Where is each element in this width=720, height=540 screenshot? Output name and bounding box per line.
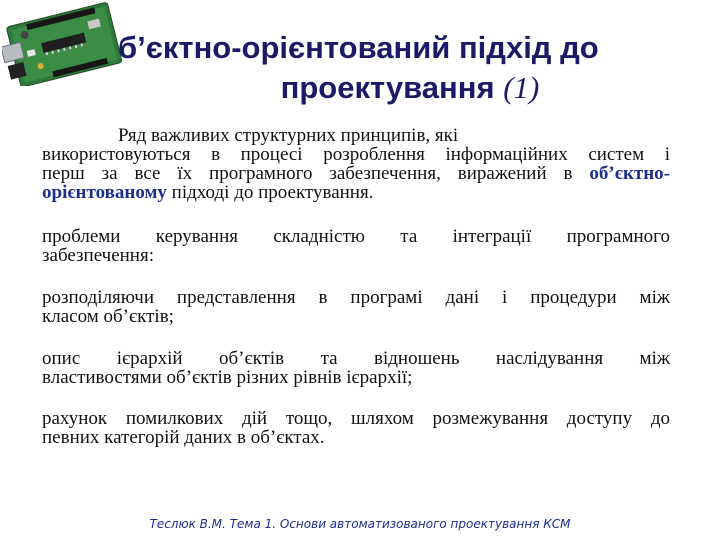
intro-paragraph [42,126,670,202]
footer-topic: Тема 1. [229,517,277,531]
footer-subject: Основи автоматизованого проектування КСМ [279,517,571,531]
intro-line-2: використовуються в процесі розроблення інформаційних систем і [42,144,670,165]
list-item [42,288,670,326]
item-4-line-2: певних категорій даних в об’єктах. [42,427,325,448]
footer-author: Теслюк В.М. [149,517,226,531]
intro-line-3 [42,164,670,183]
slide-footer [0,517,720,531]
item-2-line-2: класом об’єктів; [42,306,174,327]
item-4-line-1: рахунок помилкових дій тощо, шляхом розмежування доступу до [42,408,670,429]
title-line-2 [0,68,720,108]
title-number: (1) [503,70,540,105]
intro-line-1: Ряд важливих структурних принципів, які [118,125,459,146]
item-3-line-1: опис ієрархій об’єктів та відношень наслідування між [42,348,670,369]
intro-line-4-text: підході до проектування. [171,182,374,203]
list-item [42,349,670,387]
title-word: проектування [280,70,495,105]
list-item [42,409,670,447]
intro-line-3-text: перш за все їх програмного забезпечення, виражений в [42,163,573,184]
item-3-line-2: властивостями об’єктів різних рівнів ієрархії; [42,367,413,388]
intro-line-4 [42,183,670,202]
intro-accent-2: орієнтованому [42,182,167,203]
item-2-line-1: розподіляючи представлення в програмі дані і процедури між [42,287,670,308]
intro-accent-1: об’єктно- [589,163,671,184]
item-1-line-2: забезпечення: [42,245,154,266]
item-1-line-1: проблеми керування складністю та інтеграції програмного [42,226,670,247]
slide-title [0,28,720,108]
title-line-1: б’єктно-орієнтований підхід до [118,30,599,65]
list-item [42,227,670,265]
